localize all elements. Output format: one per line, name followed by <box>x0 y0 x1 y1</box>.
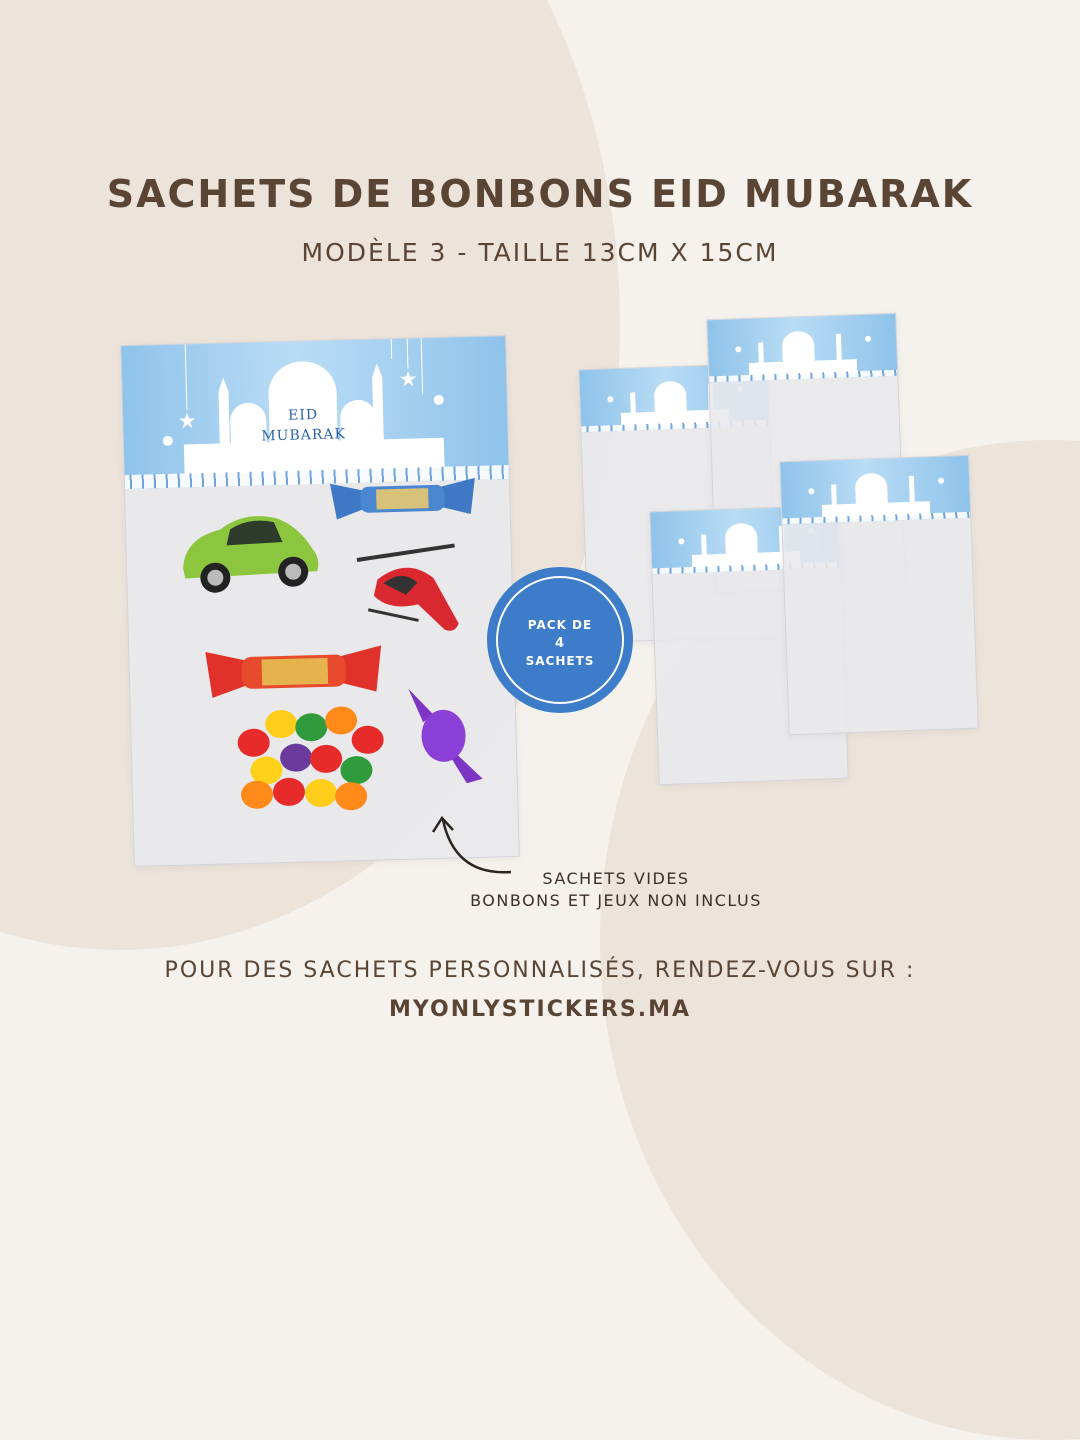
candy-icon <box>205 639 382 702</box>
page-subtitle: MODÈLE 3 - TAILLE 13CM X 15CM <box>301 238 779 267</box>
bag-label <box>121 336 509 489</box>
badge-pack-text: PACK DE <box>527 618 593 632</box>
note-line1: SACHETS VIDES <box>542 869 690 888</box>
empty-bag-4 <box>779 455 978 735</box>
website-link[interactable]: MYONLYSTICKERS.MA <box>389 997 691 1022</box>
pack-badge-inner <box>496 576 624 704</box>
label-line2: MUBARAK <box>261 426 347 445</box>
footer-text: POUR DES SACHETS PERSONNALISÉS, RENDEZ-VOUS SUR : <box>164 958 916 983</box>
contents-note <box>430 868 802 912</box>
main-candy-bag <box>120 335 520 867</box>
bag-label <box>707 314 897 383</box>
badge-count: 4 <box>554 636 566 651</box>
eid-mubarak-text <box>257 404 350 446</box>
toy-car-icon <box>173 501 325 601</box>
gummy-candies-icon <box>231 699 394 815</box>
note-line2: BONBONS ET JEUX NON INCLUS <box>470 891 762 910</box>
page-title: SACHETS DE BONBONS EID MUBARAK <box>106 172 974 216</box>
badge-sachets-text: SACHETS <box>525 654 595 668</box>
bag-label <box>780 456 970 525</box>
candy-icon <box>402 687 486 785</box>
pack-badge <box>487 567 633 713</box>
label-line1: EID <box>287 406 319 424</box>
candy-icon <box>330 472 476 524</box>
helicopter-icon <box>346 537 467 652</box>
